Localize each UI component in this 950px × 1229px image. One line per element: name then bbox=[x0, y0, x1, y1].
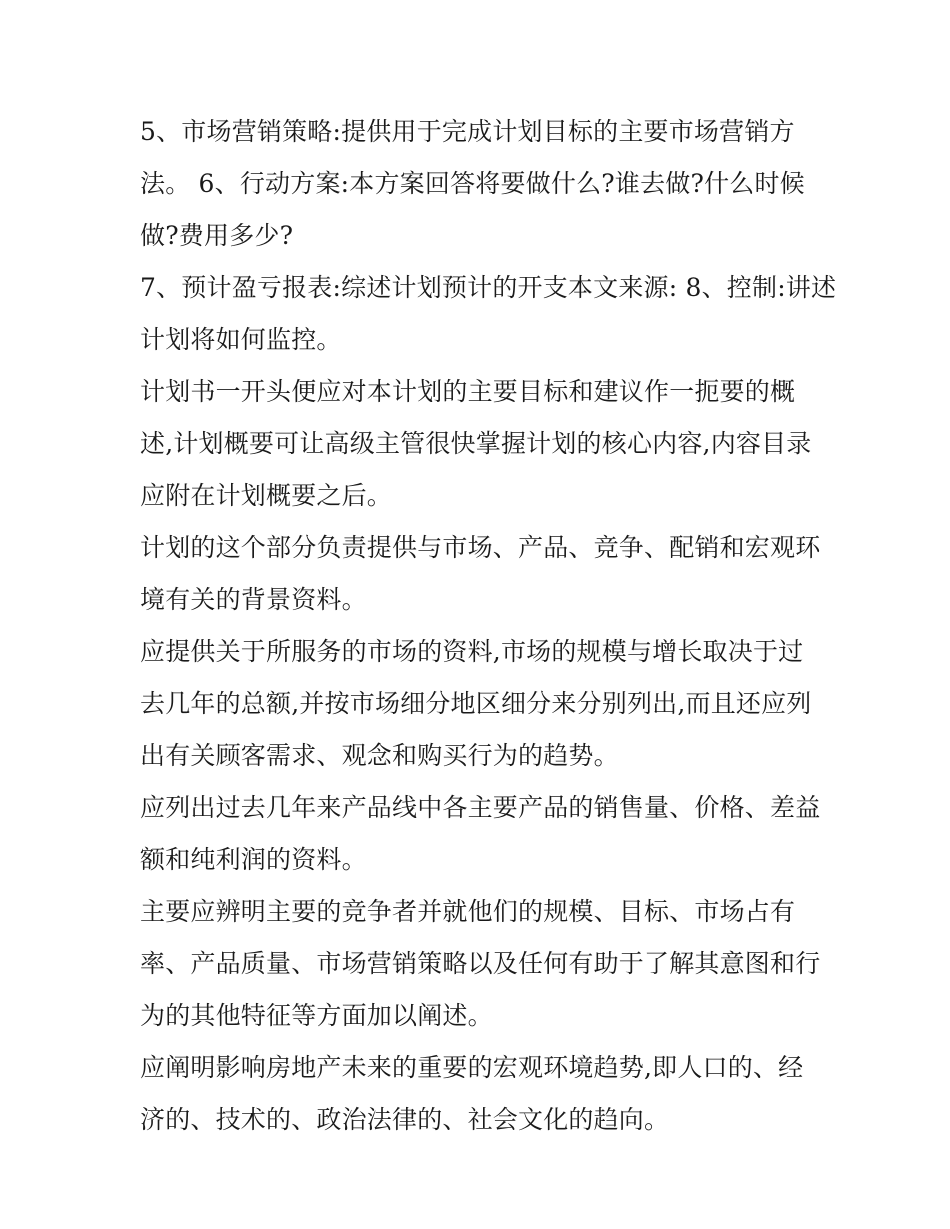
text-line: 济的、技术的、政治法律的、社会文化的趋向。 bbox=[140, 1105, 670, 1134]
paragraph-competition bbox=[140, 886, 820, 1042]
paragraph-macro-environment bbox=[140, 1042, 820, 1146]
text-line: 述,计划概要可让高级主管很快掌握计划的核心内容,内容目录 bbox=[140, 429, 812, 458]
paragraph-product-info bbox=[140, 782, 820, 886]
text-line: 应列出过去几年来产品线中各主要产品的销售量、价格、差益 bbox=[140, 793, 821, 822]
paragraph-market-info bbox=[140, 626, 820, 782]
text-line: 应阐明影响房地产未来的重要的宏观环境趋势,即人口的、经 bbox=[140, 1053, 804, 1082]
text-line: 7、预计盈亏报表:综述计划预计的开支本文来源: 8、控制:讲述 bbox=[140, 273, 837, 302]
text-line: 计划的这个部分负责提供与市场、产品、竞争、配销和宏观环 bbox=[140, 533, 821, 562]
paragraph-background bbox=[140, 522, 820, 626]
text-line: 境有关的背景资料。 bbox=[140, 585, 367, 614]
text-line: 应附在计划概要之后。 bbox=[140, 481, 393, 510]
text-line: 5、市场营销策略:提供用于完成计划目标的主要市场营销方 bbox=[140, 117, 795, 146]
text-line: 主要应辨明主要的竞争者并就他们的规模、目标、市场占有 bbox=[140, 897, 796, 926]
paragraph-marketing-strategy bbox=[140, 106, 820, 262]
text-line: 为的其他特征等方面加以阐述。 bbox=[140, 1001, 493, 1030]
paragraph-plan-summary bbox=[140, 366, 820, 522]
text-line: 法。 6、行动方案:本方案回答将要做什么?谁去做?什么时候 bbox=[140, 169, 805, 198]
paragraph-profit-loss-control bbox=[140, 262, 837, 366]
text-line: 额和纯利润的资料。 bbox=[140, 845, 367, 874]
text-line: 去几年的总额,并按市场细分地区细分来分别列出,而且还应列 bbox=[140, 689, 812, 718]
text-line: 出有关顾客需求、观念和购买行为的趋势。 bbox=[140, 741, 619, 770]
text-line: 计划书一开头便应对本计划的主要目标和建议作一扼要的概 bbox=[140, 377, 796, 406]
text-line: 计划将如何监控。 bbox=[140, 325, 342, 354]
text-line: 率、产品质量、市场营销策略以及任何有助于了解其意图和行 bbox=[140, 949, 821, 978]
text-line: 应提供关于所服务的市场的资料,市场的规模与增长取决于过 bbox=[140, 637, 804, 666]
document-body bbox=[140, 106, 837, 1146]
text-line: 做?费用多少? bbox=[140, 221, 294, 250]
